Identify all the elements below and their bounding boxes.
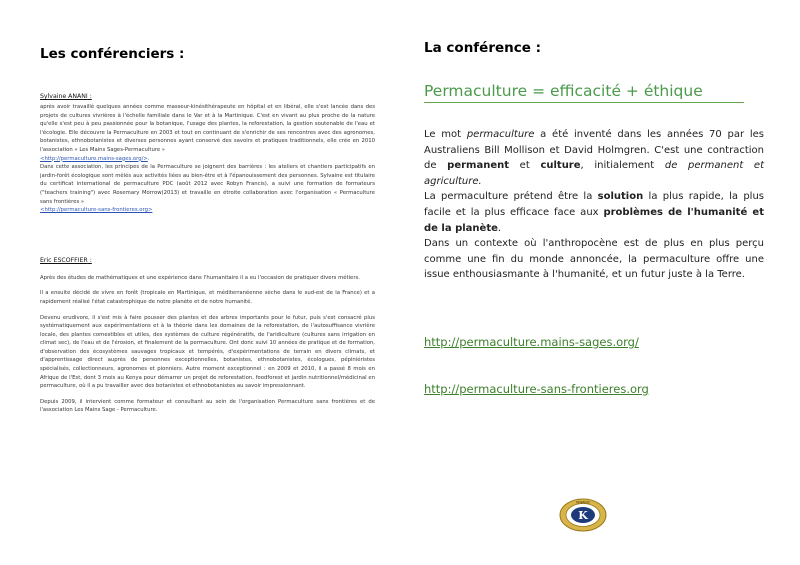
sylvaine-bio-text-1: après avoir travaillé quelques années comme masseur-kinésithérapeute en hôpital et en libéral, elle s'est lancée dans des projets de cultures vivrières à l'échelle familiale dans le Var et à la Martinique. C'est en vivant au plus proche de la nature qu'elle s'est peu à peu passionnée pour la botanique, l'usage des plantes, la reforestation, la gestion soutenable de l'eau et l'écologie. Elle découvre la Permaculture en 2003 et tout en continuant de s'enrichir de ses rencontres avec des agronomes, botanistes, ethnobotanistes et diverses personnes ayant conservé des savoirs et pratiques traditionnels, elle crée en 2010 l'association « Les Mains Sages-Permaculture » — [40, 104, 375, 153]
conference-para-3: Dans un contexte où l'anthropocène est de plus en plus perçu comme une fin du monde annoncée, la permaculture offre une issue enthousiasmante à l'humanité, et un futur juste à la Terre. — [424, 238, 764, 281]
speaker-name-suffix: : — [87, 256, 92, 264]
eric-bio-p1: Après des études de mathématiques et une expérience dans l'humanitaire il a eu l'occasion de pratiquer divers métiers. — [40, 274, 360, 281]
eric-bio-p2: Il a ensuite décidé de vivre en forêt (tropicale en Martinique, et méditerranéenne sèche dans le sud-est de la France) et a rapidement réalisé l'état catastrophique de notre planète et de notre humanité. — [40, 290, 375, 305]
link-mains-sages[interactable]: http://permaculture.mains-sages.org/ — [424, 334, 639, 349]
eric-bio-p3: Devenu erudivore, il s'est mis à faire pousser des plantes et des arbres importants pour le futur, puis s'est consacré plus systématiquement aux expérimentations et à la théorie dans les domaines de la reforestation, de l'autosuffisance vivrière locale, des plantes comestibles et utiles, des systèmes de culture régénératifs, de l'aridiculture (cultures sans irrigation en climat sec), de l'eau et de l'érosion, et finalement de la permaculture. Ont donc suivi 10 années de pratique et de formation, d'observation des écosystèmes sauvages tropicaux et tempérés, d'expérimentations de terrain en divers climats, et d'apprentissage direct auprès de personnes exceptionnelles, botanistes, ethnobotanistes, écologues, pépiniéristes spécialisés, collectionneurs, agronomes et pionniers. Autre moment exceptionnel : en 2009 et 2010, il a passé 8 mois en Afrique de l'Est, dont 3 mois au Kenya pour démarrer un projet de reforestation, foodforest et jardin nutritionnel/médicinal en permaculture, où il a pu travailler avec des botanistes et ethnobotanistes au savoir impressionnant. — [40, 314, 375, 390]
para1-text-6: culture — [540, 160, 581, 172]
speaker-name-sylvaine — [40, 93, 375, 100]
speaker-sylvaine — [40, 93, 375, 215]
para2-text-2: solution — [597, 191, 644, 203]
sylvaine-bio-p1 — [40, 103, 375, 163]
speaker-name-text: Sylvaine ANANI — [40, 93, 88, 100]
eric-bio-p4: Depuis 2009, il intervient comme formateur et consultant au sein de l'organisation Permaculture sans frontières et de l'association Les Mains Sage - Permaculture. — [40, 398, 375, 414]
para2-text-5: . — [497, 222, 502, 234]
para2-text-3: la plus rapide, la plus facile et la plus efficace face aux — [424, 191, 764, 218]
link-mains-sages-small[interactable]: <http://permaculture.mains-sages.org/> — [40, 155, 148, 162]
link-sans-frontieres-small[interactable]: <http://permaculture-sans-frontieres.org> — [40, 207, 153, 214]
svg-text:K: K — [578, 509, 588, 522]
speaker-name-text: Eric ESCOFFIER — [40, 256, 88, 264]
link-sans-frontieres[interactable]: http://permaculture-sans-frontieres.org — [424, 381, 649, 396]
sylvaine-bio — [40, 103, 375, 215]
conference-heading: La conférence : — [424, 40, 542, 56]
para1-text-4: permanent — [447, 160, 510, 172]
left-column — [40, 46, 375, 422]
speaker-name-eric — [40, 257, 375, 264]
para1-text-3: a été inventé dans les années 70 par les Australiens Bill Mollison et David Holmgren. C'est une contraction de — [424, 129, 764, 172]
speaker-name-suffix: : — [87, 93, 92, 100]
para1-text-2: permaculture — [466, 129, 535, 140]
conference-para-1 — [424, 127, 764, 189]
right-column — [424, 40, 764, 397]
conference-description — [424, 127, 764, 283]
para1-text-1: Le mot — [424, 129, 467, 140]
link-mains-sages-wrap — [424, 331, 764, 350]
speakers-heading: Les conférenciers : — [40, 46, 185, 62]
eric-bio — [40, 274, 375, 415]
para1-text-7: , initialement — [580, 160, 665, 172]
para1-text-8: de permanent et agriculture. — [424, 160, 764, 187]
logo-lettering: KIWANIS — [576, 500, 590, 505]
sylvaine-bio-p2 — [40, 163, 375, 215]
speaker-eric — [40, 257, 375, 415]
conference-title: Permaculture = efficacité + éthique — [424, 82, 744, 103]
para2-text-4: problèmes de l'humanité et de la planète — [424, 206, 764, 234]
sylvaine-bio-text-2: Dans cette association, les principes de la Permaculture se joignent des barrières : les ateliers et chantiers participatifs en jardin-forêt écologique sont mêlés aux activités liées au bien-être et à l'épanouissement des personnes. Sylvaine est titulaire du certificat international de permaculture PDC (août 2012 avec Robyn Francis), a suivi une formation de formateurs ("teachers training") avec Rosemary Morrow(2013) et travaille en étroite collaboration avec l'organisation « Permaculture sans frontières » — [40, 164, 375, 205]
kiwanis-logo — [558, 497, 608, 533]
link-sans-frontieres-wrap — [424, 378, 764, 397]
conference-para-2 — [424, 189, 764, 236]
link-suffix: . — [147, 155, 150, 162]
conference-title-wrap — [424, 82, 764, 103]
para2-text-1: La permaculture prétend être la — [424, 191, 598, 203]
para1-text-5: et — [509, 160, 541, 172]
